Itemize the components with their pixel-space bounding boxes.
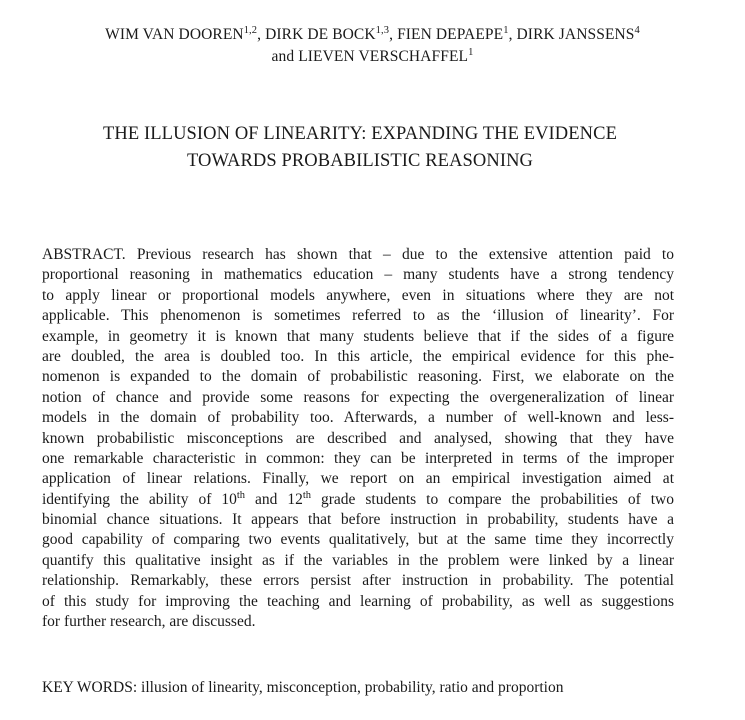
abstract-line: nomenon is expanded to the domain of probabilistic reasoning. First, we elaborate on the [42,368,674,386]
abstract-line: one remarkable characteristic in common: they can be interpreted in terms of the improper [42,449,674,467]
author-name: FIEN DEPAEPE [397,26,504,43]
abstract-line: example, in geometry it is known that many students believe that if the sides of a figure [42,327,674,345]
author-conjunction: and [271,48,299,65]
author-separator: , [508,26,517,43]
author-list [0,24,745,68]
abstract-line-final: for further research, are discussed. [42,613,256,631]
author-affiliation: 1,3 [375,25,390,36]
abstract-line: good capability of comparing two events qualitatively, but at the same time they incorrectly [42,531,674,549]
author-name: DIRK JANSSENS [516,26,635,43]
abstract-line: binomial chance situations. It appears that before instruction in probability, students have a [42,511,674,529]
title-line-2: TOWARDS PROBABILISTIC REASONING [186,151,534,171]
author-name: WIM VAN DOOREN [105,26,244,43]
paper-title [0,121,720,175]
ordinal-suffix: th [302,489,312,501]
author-separator: , [257,26,266,43]
abstract-line: application of linear relations. Finally, we report on an empirical investigation aimed at [42,470,674,488]
author-affiliation: 1 [503,25,509,36]
abstract-text: grade students to compare the probabilities of two [311,490,674,508]
author-name: DIRK DE BOCK [265,26,376,43]
author-line-1 [0,24,745,46]
author-line-2 [0,46,745,68]
keywords: KEY WORDS: illusion of linearity, misconception, probability, ratio and proportion [42,679,564,696]
abstract-line: applicable. This phenomenon is sometimes referred to as the ‘illusion of linearity’. For [42,307,674,325]
abstract-line: of this study for improving the teaching and learning of probability, as well as suggestions [42,592,674,610]
author-affiliation: 1 [468,47,474,58]
abstract-line: quantify this qualitative insight as if the variables in the problem were linked by a linear [42,551,674,569]
abstract-line: notion of chance and provide some reasons for expecting the overgeneralization of linear [42,388,674,406]
abstract [42,245,674,632]
abstract-line: proportional reasoning in mathematics education – many students have a strong tendency [42,266,674,284]
author-separator: , [389,26,398,43]
ordinal-suffix: th [236,489,246,501]
abstract-line: models in the domain of probability too. Afterwards, a number of well-known and less- [42,409,674,427]
author-affiliation: 4 [634,25,640,36]
author-affiliation: 1,2 [243,25,258,36]
author-name: LIEVEN VERSCHAFFEL [298,48,469,65]
abstract-text: and 12 [245,490,303,508]
abstract-line-grades [42,490,674,510]
abstract-line: ABSTRACT. Previous research has shown that – due to the extensive attention paid to [42,246,674,263]
abstract-line: to apply linear or proportional models anywhere, even in situations where they are not [42,286,674,304]
abstract-line: relationship. Remarkably, these errors persist after instruction in probability. The potential [42,572,674,590]
abstract-line: are doubled, the area is doubled too. In this article, the empirical evidence for this phe- [42,347,674,365]
title-line-1: THE ILLUSION OF LINEARITY: EXPANDING THE EVIDENCE [103,124,617,144]
abstract-text: identifying the ability of 10 [42,490,237,508]
abstract-line: known probabilistic misconceptions are described and analysed, showing that they have [42,429,674,447]
